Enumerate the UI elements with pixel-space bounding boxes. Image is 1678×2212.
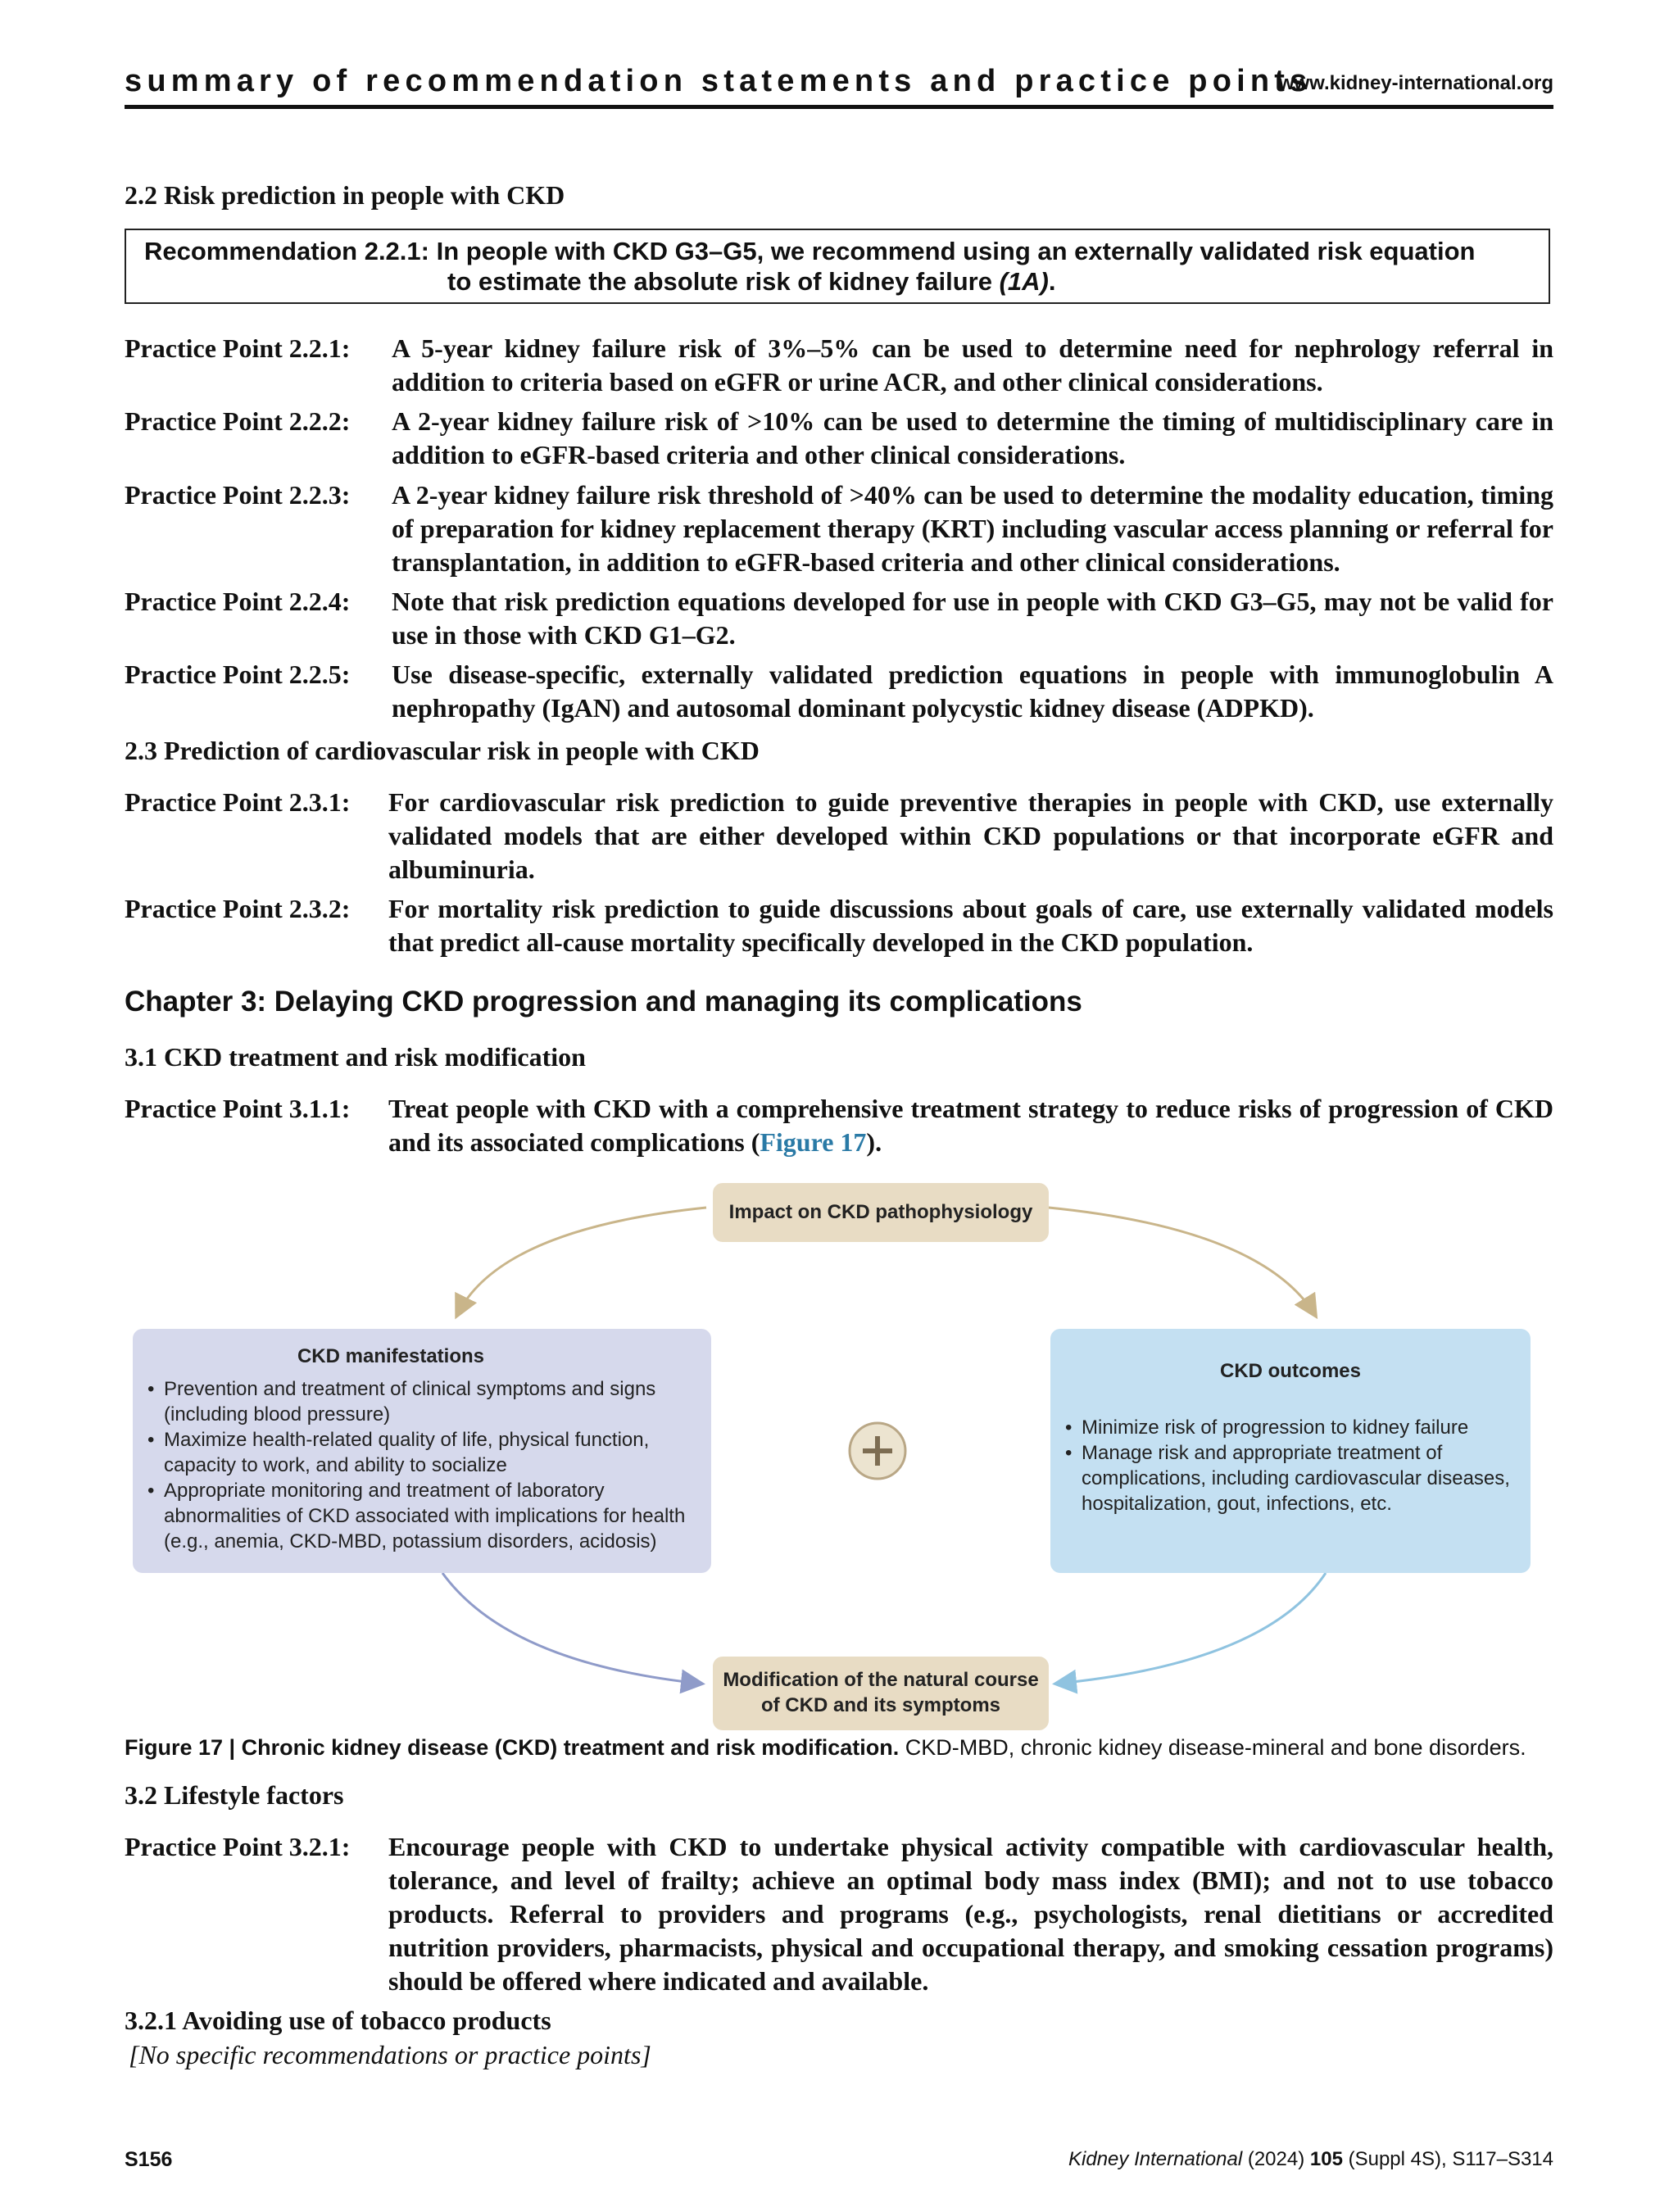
practice-point-text: For mortality risk prediction to guide discussions about goals of care, use externally validated models that predict all-cause mortality specifically developed in the CKD population.	[388, 894, 1553, 957]
chapter-heading: Chapter 3: Delaying CKD progression and managing its complications	[125, 986, 1082, 1018]
section-heading-3-1: 3.1 CKD treatment and risk modification	[125, 1042, 586, 1072]
modification-box-label: Modification of the natural course of CKD and its symptoms	[723, 1669, 1039, 1716]
ckd-manifestations-box	[133, 1329, 711, 1573]
recommendation-line-2	[447, 267, 1055, 297]
practice-point-text-part: Treat people with CKD with a comprehensive treatment strategy to reduce risks of progression of CKD and its associated complications (	[388, 1094, 1553, 1157]
caption-text: CKD-MBD, chronic kidney disease-mineral and bone disorders.	[899, 1735, 1526, 1760]
list-item: • Minimize risk of progression to kidney failure	[1065, 1415, 1524, 1440]
practice-point-text	[388, 1092, 1553, 1159]
section-heading-2-2: 2.2 Risk prediction in people with CKD	[125, 180, 565, 210]
practice-point-label: Practice Point 3.2.1:	[125, 1832, 351, 1861]
practice-point-label: Practice Point 2.3.2:	[125, 894, 351, 923]
list-item: • Maximize health-related quality of life, physical function, capacity to work, and ability to socialize	[147, 1427, 695, 1478]
journal-citation	[1068, 2148, 1553, 2171]
arrow-top-to-right	[1049, 1208, 1315, 1315]
practice-point-label: Practice Point 2.2.3:	[125, 480, 351, 510]
journal-volume: 105	[1309, 2148, 1343, 2170]
section-heading-2-3: 2.3 Prediction of cardiovascular risk in people with CKD	[125, 736, 760, 765]
evidence-grade: (1A)	[999, 267, 1049, 296]
ckd-manifestations-list	[147, 1376, 695, 1554]
list-item: • Manage risk and appropriate treatment of complications, including cardiovascular diseases, hospitalization, gout, infections, etc.	[1065, 1440, 1524, 1516]
recommendation-box	[125, 229, 1550, 304]
ckd-manifestations-title: CKD manifestations	[297, 1345, 485, 1367]
practice-point-text: Encourage people with CKD to undertake physical activity compatible with cardiovascular health, tolerance, and level of frailty; achieve an optimal body mass index (BMI); and not to use tobacco products. Referral to providers and programs (e.g., psychologists, renal dietitians or accredited nutrition providers, pharmacists, physical and occupational therapy, and smoking cessation programs) should be offered where indicated and available.	[388, 1832, 1553, 1996]
journal-pages: (Suppl 4S), S117–S314	[1342, 2148, 1553, 2170]
practice-point-label: Practice Point 2.2.1:	[125, 333, 351, 363]
practice-point-text: For cardiovascular risk prediction to guide preventive therapies in people with CKD, use externally validated models that are either developed within CKD populations or that incorporate eGFR and albuminuria.	[388, 787, 1553, 884]
arrow-left-to-bottom	[442, 1573, 701, 1684]
running-header	[125, 64, 1553, 109]
journal-url[interactable]: www.kidney-international.org	[1278, 72, 1553, 94]
practice-point-text: Use disease-specific, externally validated prediction equations in people with immunoglobulin A nephropathy (IgAN) and autosomal dominant polycystic kidney disease (ADPKD).	[392, 660, 1553, 723]
recommendation-period: .	[1048, 267, 1056, 296]
impact-box-label: Impact on CKD pathophysiology	[728, 1201, 1033, 1223]
running-title: summary of recommendation statements and practice points	[125, 64, 1313, 98]
recommendation-text: to estimate the absolute risk of kidney failure	[447, 267, 1000, 296]
ckd-outcomes-list	[1065, 1415, 1524, 1516]
figure-17-link[interactable]: Figure 17	[760, 1127, 867, 1157]
practice-point-text: A 2-year kidney failure risk threshold of >40% can be used to determine the modality education, timing of preparation for kidney replacement therapy (KRT) including vascular access planning or referral for transplantation, in addition to eGFR-based criteria and other clinical considerations.	[392, 480, 1553, 577]
practice-point-label: Practice Point 3.1.1:	[125, 1094, 351, 1123]
plus-icon	[846, 1420, 909, 1482]
modification-box	[713, 1657, 1049, 1730]
caption-title: Figure 17 | Chronic kidney disease (CKD) treatment and risk modification.	[125, 1735, 900, 1760]
practice-point-label: Practice Point 2.2.2:	[125, 406, 351, 436]
no-recommendations-note: [No specific recommendations or practice points]	[129, 2040, 651, 2069]
section-heading-3-2: 3.2 Lifestyle factors	[125, 1780, 344, 1810]
practice-point-text-end: ).	[866, 1127, 882, 1157]
page-number: S156	[125, 2148, 173, 2171]
practice-point-text: A 5-year kidney failure risk of 3%–5% can be used to determine need for nephrology referral in addition to criteria based on eGFR or urine ACR, and other clinical considerations.	[392, 333, 1553, 397]
figure-caption	[125, 1735, 1526, 1761]
figure-17	[123, 1172, 1557, 1745]
practice-point-label: Practice Point 2.3.1:	[125, 787, 351, 817]
ckd-outcomes-title: CKD outcomes	[1219, 1360, 1362, 1382]
practice-point-text: A 2-year kidney failure risk of >10% can be used to determine the timing of multidisciplinary care in addition to eGFR-based criteria and other clinical considerations.	[392, 406, 1553, 469]
list-item: • Prevention and treatment of clinical symptoms and signs (including blood pressure)	[147, 1376, 695, 1427]
recommendation-line-1: Recommendation 2.2.1: In people with CKD G3–G5, we recommend using an externally validated risk equation	[144, 237, 1476, 265]
practice-point-label: Practice Point 2.2.5:	[125, 660, 351, 689]
practice-point-label: Practice Point 2.2.4:	[125, 587, 351, 616]
sub-heading-3-2-1: 3.2.1 Avoiding use of tobacco products	[125, 2006, 551, 2035]
arrow-right-to-bottom	[1057, 1573, 1326, 1684]
impact-box	[713, 1183, 1049, 1242]
journal-year: (2024)	[1242, 2148, 1310, 2170]
practice-point-text: Note that risk prediction equations developed for use in people with CKD G3–G5, may not be valid for use in those with CKD G1–G2.	[392, 587, 1553, 650]
ckd-outcomes-box	[1050, 1329, 1531, 1573]
list-item: • Appropriate monitoring and treatment of laboratory abnormalities of CKD associated with implications for health (e.g., anemia, CKD-MBD, potassium disorders, acidosis)	[147, 1478, 695, 1554]
arrow-top-to-left	[457, 1208, 706, 1315]
journal-name: Kidney International	[1068, 2148, 1243, 2170]
